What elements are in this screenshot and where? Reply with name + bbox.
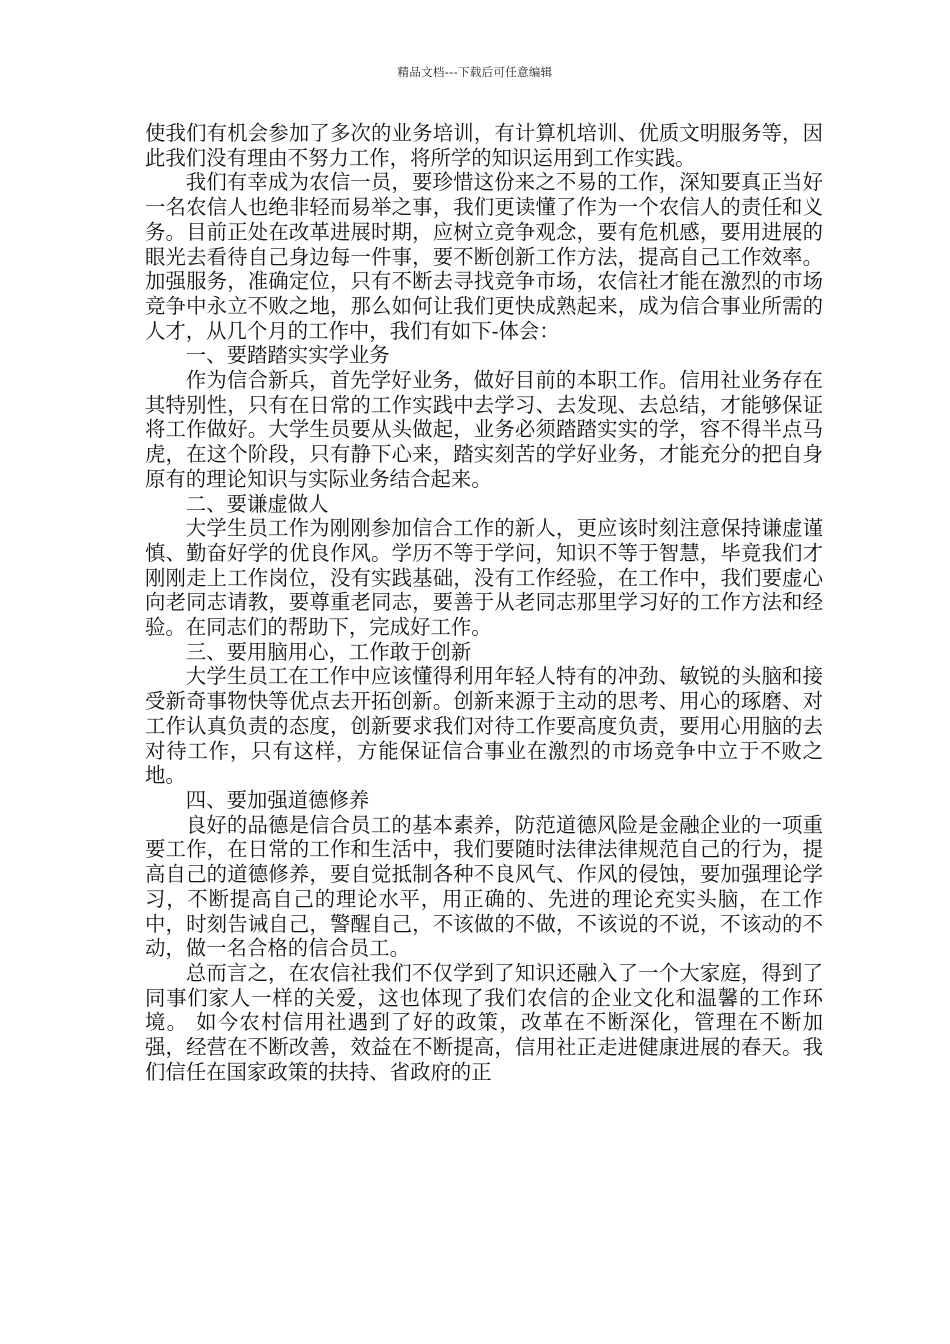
paragraph-intro: 使我们有机会参加了多次的业务培训，有计算机培训、优质文明服务等，因此我们没有理由不努力工作，将所学的知识运用到工作实践。 bbox=[145, 121, 823, 170]
paragraph-reflection: 我们有幸成为农信一员，要珍惜这份来之不易的工作，深知要真正当好一名农信人也绝非轻而易举之事，我们更读懂了作为一个农信人的责任和义务。目前正处在改革进展时期，应树立竞争观念，要有危机感，要用进展的眼光去看待自己身边每一件事，要不断创新工作方法，提高自己工作效率。加强服务，准确定位，只有不断去寻找竞争市场，农信社才能在激烈的市场竞争中永立不败之地，那么如何让我们更快成熟起来，成为信合事业所需的人才，从几个月的工作中，我们有如下-体会： bbox=[145, 170, 823, 343]
section-heading-2: 二、要谦虚做人 bbox=[185, 491, 329, 516]
paragraph-section-1: 作为信合新兵，首先学好业务，做好目前的本职工作。信用社业务存在其特别性，只有在日常的工作实践中去学习、去发现、去总结，才能够保证将工作做好。大学生员要从头做起，业务必须踏踏实实的学，容不得半点马虎，在这个阶段，只有静下心来，踏实刻苦的学好业务，才能充分的把自身原有的理论知识与实际业务结合起来。 bbox=[145, 368, 823, 491]
paragraph-section-3: 大学生员工在工作中应该懂得利用年轻人特有的冲劲、敏锐的头脑和接受新奇事物快等优点去开拓创新。创新来源于主动的思考、用心的琢磨、对工作认真负责的态度，创新要求我们对待工作要高度负责，要用心用脑的去对待工作，只有这样，方能保证信合事业在激烈的市场竞争中立于不败之地。 bbox=[145, 664, 823, 788]
paragraph-conclusion: 总而言之，在农信社我们不仅学到了知识还融入了一个大家庭，得到了同事们家人一样的关爱，这也体现了我们农信的企业文化和温馨的工作环境。 如今农村信用社遇到了好的政策，改革在不断深化，管理在不断加强，经营在不断改善，效益在不断提高，信用社正走进健康进展的春天。我们信任在国家政策的扶持、省政府的正 bbox=[145, 960, 823, 1084]
paragraph-section-2: 大学生员工作为刚刚参加信合工作的新人，更应该时刻注意保持谦虚谨慎、勤奋好学的优良作风。学历不等于学问，知识不等于智慧，毕竟我们才刚刚走上工作岗位，没有实践基础，没有工作经验，在工作中，我们要虚心向老同志请教，要尊重老同志，要善于从老同志那里学习好的工作方法和经验。在同志们的帮助下，完成好工作。 bbox=[145, 516, 823, 640]
paragraph-section-4: 良好的品德是信合员工的基本素养，防范道德风险是金融企业的一项重要工作，在日常的工作和生活中，我们要随时法律法律规范自己的行为，提高自己的道德修养，要自觉抵制各种不良风气、作风的侵蚀，要加强理论学习，不断提高自己的理论水平，用正确的、先进的理论充实头脑，在工作中，时刻告诫自己，警醒自己，不该做的不做，不该说的不说，不该动的不动，做一名合格的信合员工。 bbox=[145, 812, 823, 961]
document-body bbox=[145, 121, 823, 1084]
section-heading-3: 三、要用脑用心，工作敢于创新 bbox=[185, 639, 472, 664]
page-header: 精品文档---下载后可任意编辑 bbox=[397, 65, 553, 79]
section-heading-4: 四、要加强道德修养 bbox=[185, 787, 370, 812]
section-heading-1: 一、要踏踏实实学业务 bbox=[185, 343, 390, 368]
